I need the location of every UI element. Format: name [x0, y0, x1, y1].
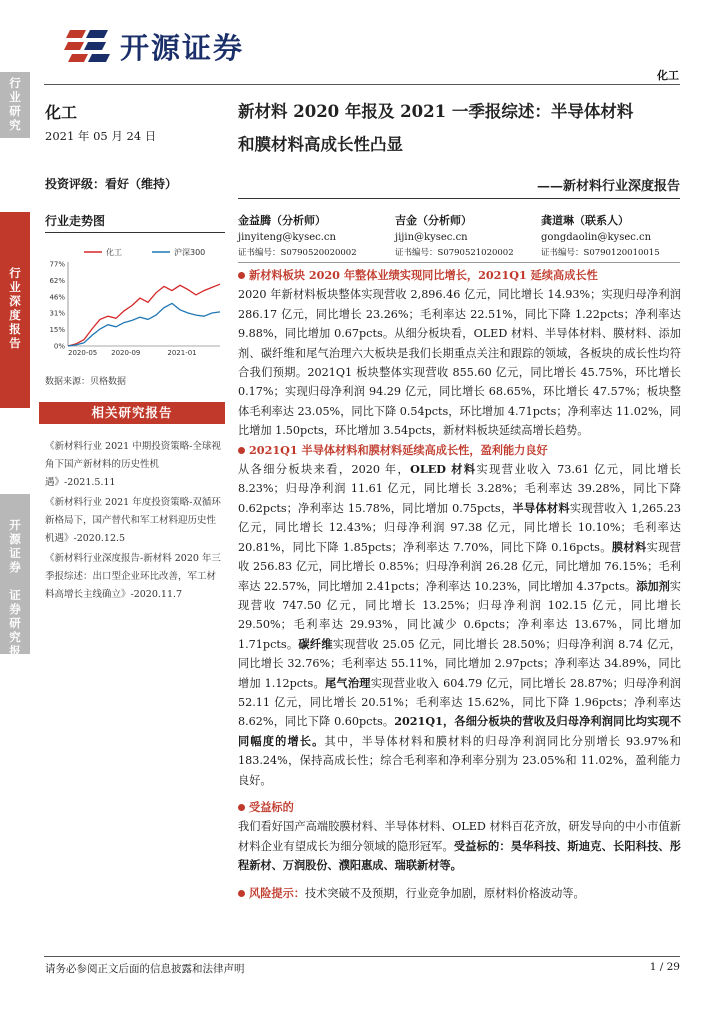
side-tab-char: 证 [9, 546, 21, 560]
side-tab-char: 行 [9, 76, 21, 90]
header-divider [44, 84, 680, 85]
text-run: 实现营业收入 604.79 亿元，同比增长 28.87%；归母净利润 52.11 亿元，同比增长 20.51%；毛利率达 15.62%，同比下降 1.96pcts；净利率达 8.62%，同比下降 0.60pcts。 [238, 676, 681, 729]
analyst-name: 吉金（分析师） [395, 214, 472, 227]
side-tab-research [0, 72, 30, 138]
bold-text: 受益标的：昊华科技、斯迪克、长阳科技、彤程新材、万润股份、濮阳惠成、瑞联新材等。 [238, 838, 681, 873]
x-tick-label: 2021-01 [167, 349, 197, 357]
bold-text: 2021Q1，各细分板块的营收及归母净利润同比均实现不同幅度的增长。 [238, 714, 682, 748]
section-heading-text: 受益标的 [249, 799, 294, 814]
side-tab-label [9, 76, 21, 132]
industry-tag: 化工 [657, 69, 679, 82]
logo-mark-icon [64, 26, 116, 66]
side-tab-char: 源 [9, 532, 21, 546]
related-reports-list [45, 438, 225, 606]
side-tab-char: 究 [9, 630, 21, 644]
side-tab-char [9, 574, 21, 588]
analyst-card [541, 212, 660, 258]
side-tab-depth-report [0, 212, 30, 408]
side-tab-label [9, 518, 21, 672]
y-tick-label: 62% [49, 276, 65, 285]
analyst-license: 证书编号：S0790120010015 [541, 248, 660, 258]
report-title-line2: 和膜材料高成长性凸显 [238, 135, 403, 154]
brand-logo [64, 24, 284, 68]
section-heading [238, 798, 681, 817]
related-report-item[interactable]: 《新材料行业深度报告-新材料 2020 年三季报综述：出口型企业环比改善，军工材料高增长主线确立》-2020.11.7 [45, 553, 221, 600]
analyst-card [238, 212, 357, 258]
side-tab-char: 报 [9, 644, 21, 658]
text-run: 实现营收 25.05 亿元，同比增长 28.50%；归母净利润 8.74 亿元，同比增长 32.76%；毛利率达 55.11%，同比增加 2.97pcts；净利率达 34.89%，同比增加 1.12pcts。 [238, 637, 681, 690]
y-tick-label: 77% [49, 260, 65, 269]
x-tick-label: 2020-09 [111, 349, 141, 357]
bullet-dot-icon [238, 804, 245, 811]
industry-trend-chart [44, 244, 224, 364]
bold-text: OLED 材料 [410, 462, 477, 477]
text-run: 其中，半导体材料和膜材料的归母净利润同比分别增长 93.97%和 183.24%，保持高成长性；综合毛利率和净利率分别为 23.05%和 11.02%，盈利能力良好。 [238, 734, 681, 787]
x-tick-label: 2020-05 [68, 349, 98, 357]
text-run: 从各细分板块来看，2020 年， [238, 463, 411, 477]
analyst-email[interactable]: gongdaolin@kysec.cn [541, 232, 652, 243]
risk-heading: 风险提示： [249, 885, 305, 900]
section-heading [238, 266, 681, 285]
side-tab-char: 行 [9, 266, 21, 280]
section-heading-text: 新材料板块 2020 年整体业绩实现同比增长，2021Q1 延续高成长性 [249, 268, 598, 282]
related-report-item[interactable]: 《新材料行业 2021 中期投资策略-全球视角下国产新材料的历史性机遇》-2021.5.11 [45, 441, 221, 488]
y-tick-label: 15% [49, 326, 65, 335]
bold-text: 尾气治理 [324, 675, 371, 690]
report-title [238, 95, 688, 161]
section-paragraph: 2020 年新材料板块整体实现营收 2,896.46 亿元，同比增长 14.93%；实现归母净利润 286.17 亿元，同比增长 23.26%；毛利率达 22.51%，同比下降 1.22pcts；净利率达 9.88%，同比增加 0.67pcts。从细分板块看，OLED 材料、半导体材料、膜材料、添加剂、碳纤维和尾气治理六大板块是我们长期重点关注和跟踪的领域，各板块的成长性均符合我们预期。2021Q1 板块整体实现营收 855.60 亿元，同比增长 45.75%，环比增长 0.17%；实现归母净利润 94.29 亿元，同比增长 68.65%，环比增长 47.57%；板块整体毛利率达 23.05%，同比下降 0.54pcts，环比增加 4.71pcts；净利率达 11.02%，同比增加 1.50pcts，环比增加 3.54pcts，新材料板块延续高增长趋势。 [238, 288, 681, 438]
y-tick-label: 0% [53, 342, 65, 351]
analyst-license: 证书编号：S0790521020002 [395, 248, 514, 258]
section-heading [238, 441, 681, 460]
legend-label: 化工 [106, 248, 122, 257]
analysts-block [238, 212, 680, 262]
side-tab-char: 证 [9, 588, 21, 602]
trend-divider [45, 232, 225, 233]
side-tab-char: 开 [9, 518, 21, 532]
text-run: 我们看好国产高端胶膜材料、半导体材料、OLED 材料百花齐放，研发导向的中小市值新材料企业有望成长为细分领域的隐形冠军。 [238, 820, 681, 853]
footer-disclaimer[interactable]: 请务必参阅正文后面的信息披露和法律声明 [45, 963, 245, 975]
bold-text: 半导体材料 [512, 500, 570, 515]
footer-divider [44, 956, 680, 957]
report-date: 2021 年 05 月 24 日 [45, 129, 157, 143]
risk-paragraph [238, 884, 681, 903]
analyst-name: 龚道琳（联系人） [541, 214, 629, 227]
text-run: 实现营收 256.83 亿元，同比增长 0.85%；归母净利润 26.28 亿元，同比增加 76.15%；毛利率达 22.57%，同比增加 2.41pcts；净利率达 10.23%，同比增加 4.37pcts。 [238, 540, 681, 593]
section-heading-text: 2021Q1 半导体材料和膜材料延续高成长性，盈利能力良好 [249, 442, 548, 457]
side-tab-char: 深 [9, 294, 21, 308]
bullet-dot-icon [238, 447, 245, 454]
bullet-dot-icon [238, 890, 245, 897]
side-tab-char: 研 [9, 104, 21, 118]
y-tick-label: 31% [49, 309, 65, 318]
text-run: 实现营业收入 73.61 亿元，同比增长 8.23%；归母净利润 11.61 亿元，同比增长 3.28%；毛利率达 39.28%，同比下降 0.62pcts；净利率达 15.78%，同比增加 0.75pcts， [238, 463, 681, 515]
side-tab-char: 券 [9, 602, 21, 616]
text-run: 实现营收 747.50 亿元，同比增长 13.25%；归母净利润 102.15 亿元，同比增长 29.50%；毛利率达 29.93%，同比减少 0.6pcts；净利率达 13.67%，同比增加 1.71pcts。 [238, 579, 681, 651]
bold-text: 添加剂 [636, 578, 670, 593]
analysts-divider [238, 262, 680, 263]
series-line-csi300 [68, 303, 220, 346]
subtitle-divider [238, 198, 680, 199]
analyst-name: 金益腾（分析师） [238, 214, 326, 227]
section-paragraph [238, 817, 681, 875]
analyst-email[interactable]: jinyiteng@kysec.cn [238, 232, 336, 243]
category-label: 化工 [45, 103, 78, 122]
spacer [238, 790, 681, 798]
report-subtitle: ——新材料行业深度报告 [536, 179, 680, 194]
section-paragraph [238, 460, 681, 790]
side-tab-char: 报 [9, 322, 21, 336]
analyst-email[interactable]: jijin@kysec.cn [395, 232, 468, 243]
spacer [238, 876, 681, 884]
text-run: 实现营收入 1,265.23 亿元，同比增长 12.43%；归母净利润 97.38 亿元，同比增长 10.10%；毛利率达 20.81%，同比下降 1.85pcts；净利率达 7.70%，同比下降 0.16pcts。 [238, 501, 681, 554]
y-tick-label: 46% [49, 293, 65, 302]
data-source: 数据来源：贝格数据 [45, 377, 127, 387]
report-title-line1: 新材料 2020 年报及 2021 一季报综述：半导体材料 [238, 102, 634, 121]
side-tab-char: 告 [9, 336, 21, 350]
side-tab-char: 业 [9, 90, 21, 104]
side-tab-label [9, 266, 21, 350]
brand-name: 开源证券 [120, 30, 245, 65]
analyst-license: 证书编号：S0790520020002 [238, 248, 357, 258]
side-tab-char: 究 [9, 118, 21, 132]
trend-title: 行业走势图 [45, 214, 106, 228]
related-reports-heading: 相关研究报告 [39, 402, 225, 424]
investment-rating: 投资评级：看好（维持） [45, 177, 178, 191]
side-tab-char: 告 [9, 658, 21, 672]
bullet-dot-icon [238, 272, 245, 279]
side-tab-char: 券 [9, 560, 21, 574]
risk-text: 技术突破不及预期，行业竞争加剧，原材料价格波动等。 [304, 886, 585, 900]
side-tab-char: 研 [9, 616, 21, 630]
related-report-item[interactable]: 《新材料行业 2021 年度投资策略-双循环新格局下，国产替代和军工材料迎历史性机遇》-2020.12.5 [45, 497, 221, 544]
side-tab-securities [0, 494, 30, 672]
report-summary [238, 266, 681, 903]
bold-text: 膜材料 [611, 539, 647, 554]
legend-label: 沪深300 [174, 248, 206, 257]
side-tab-char: 度 [9, 308, 21, 322]
side-tab-char: 业 [9, 280, 21, 294]
bold-text: 碳纤维 [298, 636, 333, 651]
page-number: 1 / 29 [649, 961, 680, 973]
analyst-card [395, 212, 514, 258]
